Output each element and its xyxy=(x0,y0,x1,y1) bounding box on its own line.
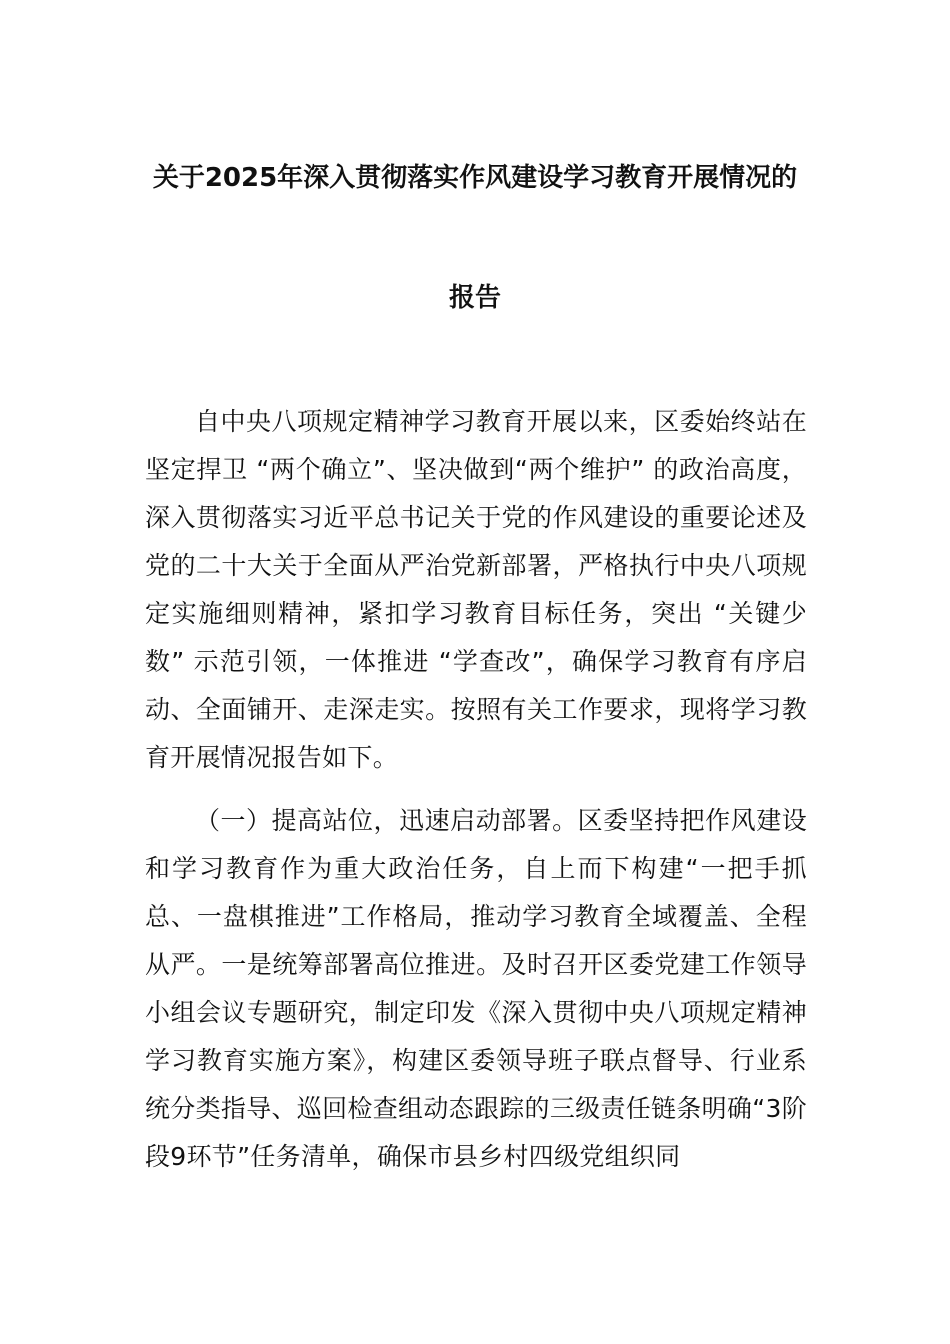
body-paragraph-section-1: （一）提高站位，迅速启动部署。区委坚持把作风建设和学习教育作为重大政治任务，自上而下构建“一把手抓总、一盘棋推进”工作格局，推动学习教育全域覆盖、全程从严。一是统筹部署高位推进。及时召开区委党建工作领导小组会议专题研究，制定印发《深入贯彻中央八项规定精神学习教育实施方案》，构建区委领导班子联点督导、行业系统分类指导、巡回检查组动态跟踪的三级责任链条明确“3阶段9环节”任务清单，确保市县乡村四级党组织同 xyxy=(145,806,807,1171)
body-paragraph-intro: 自中央八项规定精神学习教育开展以来，区委始终站在坚定捍卫 “两个确立”、坚决做到“两个维护” 的政治高度，深入贯彻落实习近平总书记关于党的作风建设的重要论述及党的二十大关于全面从严治党新部署，严格执行中央八项规定实施细则精神，紧扣学习教育目标任务，突出 “关键少数” 示范引领，一体推进 “学查改”，确保学习教育有序启动、全面铺开、走深走实。按照有关工作要求，现将学习教育开展情况报告如下。 xyxy=(145,407,807,772)
document-title-line-1: 关于2025年深入贯彻落实作风建设学习教育开展情况的 xyxy=(152,163,798,193)
document-title-line-2: 报告 xyxy=(448,283,501,313)
